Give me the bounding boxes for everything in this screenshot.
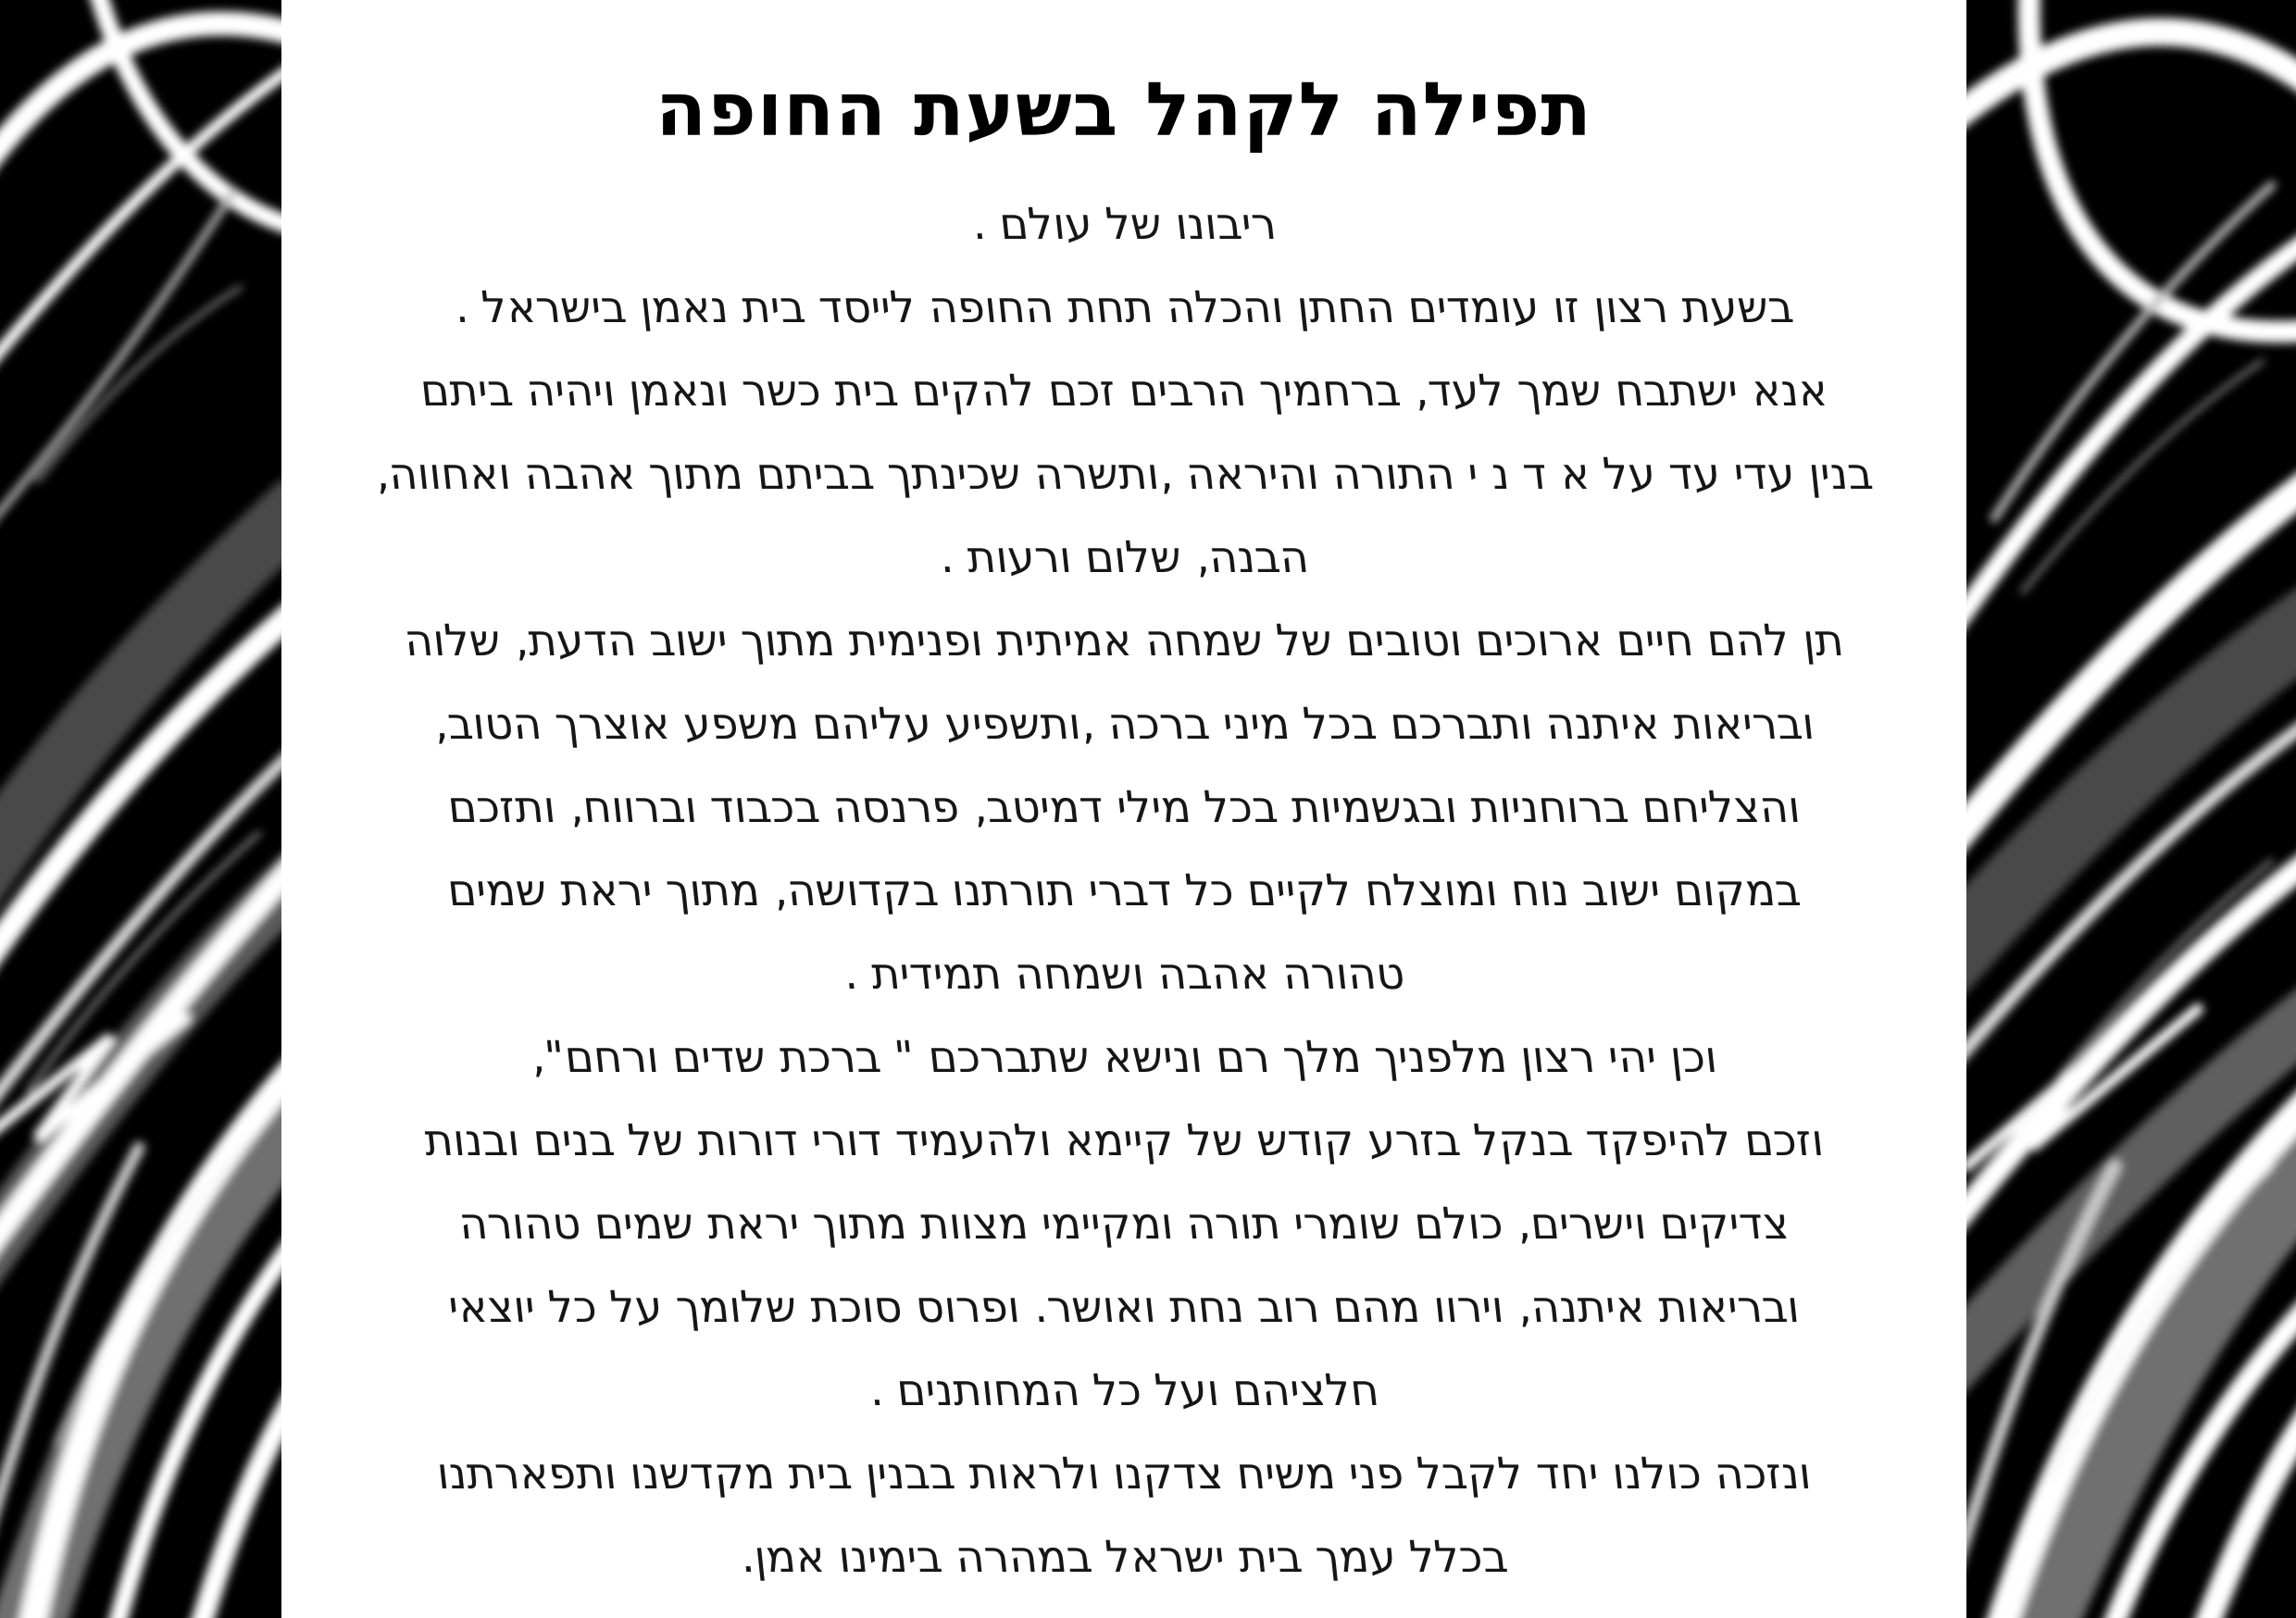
prayer-line: בשעת רצון זו עומדים החתן והכלה תחת החופה לייסד בית נאמן בישראל . bbox=[451, 282, 1797, 333]
left-border-art bbox=[0, 0, 281, 1618]
prayer-line: ובריאות איתנה, וירוו מהם רוב נחת ואושר. ופרוס סוכת שלומך על כל יוצאי bbox=[445, 1282, 1803, 1333]
prayer-line: וזכם להיפקד בנקל בזרע קודש של קיימא ולהעמיד דורי דורות של בנים ובנות bbox=[421, 1115, 1827, 1166]
prayer-text-block bbox=[289, 183, 1959, 1599]
prayer-line: בנין עדי עד על א ד נ י התורה והיראה ,ותשרה שכינתך בביתם מתוך אהבה ואחווה, bbox=[372, 449, 1876, 500]
prayer-line: צדיקים וישרים, כולם שומרי תורה ומקיימי מצוות מתוך יראת שמים טהורה bbox=[456, 1199, 1791, 1250]
prayer-line: במקום ישוב נוח ומוצלח לקיים כל דברי תורתנו בקדושה, מתוך יראת שמים bbox=[444, 865, 1803, 916]
prayer-line: וכן יהי רצון מלפניך מלך רם ונישא שתברכם " ברכת שדים ורחם", bbox=[528, 1032, 1720, 1083]
prayer-line: חלציהם ועל כל המחותנים . bbox=[866, 1365, 1382, 1416]
prayer-line: אנא ישתבח שמך לעד, ברחמיך הרבים זכם להקים בית כשר ונאמן ויהיה ביתם bbox=[418, 366, 1830, 417]
right-border-art bbox=[1966, 0, 2296, 1618]
prayer-line: טהורה אהבה ושמחה תמידית . bbox=[841, 949, 1407, 1000]
abstract-strokes-art-icon bbox=[1966, 0, 2296, 1618]
prayer-line: ריבונו של עולם . bbox=[968, 199, 1279, 250]
page-title: תפילה לקהל בשעת החופה bbox=[655, 66, 1592, 153]
abstract-strokes-art-icon bbox=[0, 0, 281, 1618]
prayer-line: הבנה, שלום ורעות . bbox=[936, 532, 1312, 583]
prayer-line: ובריאות איתנה ותברכם בכל מיני ברכה ,ותשפיע עליהם משפע אוצרך הטוב, bbox=[430, 699, 1817, 750]
prayer-line: תן להם חיים ארוכים וטובים של שמחה אמיתית ופנימית מתוך ישוב הדעת, שלוה bbox=[401, 616, 1846, 666]
prayer-line: ונזכה כולנו יחד לקבל פני משיח צדקנו ולראות בבנין בית מקדשנו ותפארתנו bbox=[434, 1449, 1814, 1500]
prayer-line: בכלל עמך בית ישראל במהרה בימינו אמן. bbox=[737, 1532, 1511, 1583]
prayer-line: והצליחם ברוחניות ובגשמיות בכל מילי דמיטב, פרנסה בכבוד וברווח, ותזכם bbox=[444, 782, 1803, 833]
